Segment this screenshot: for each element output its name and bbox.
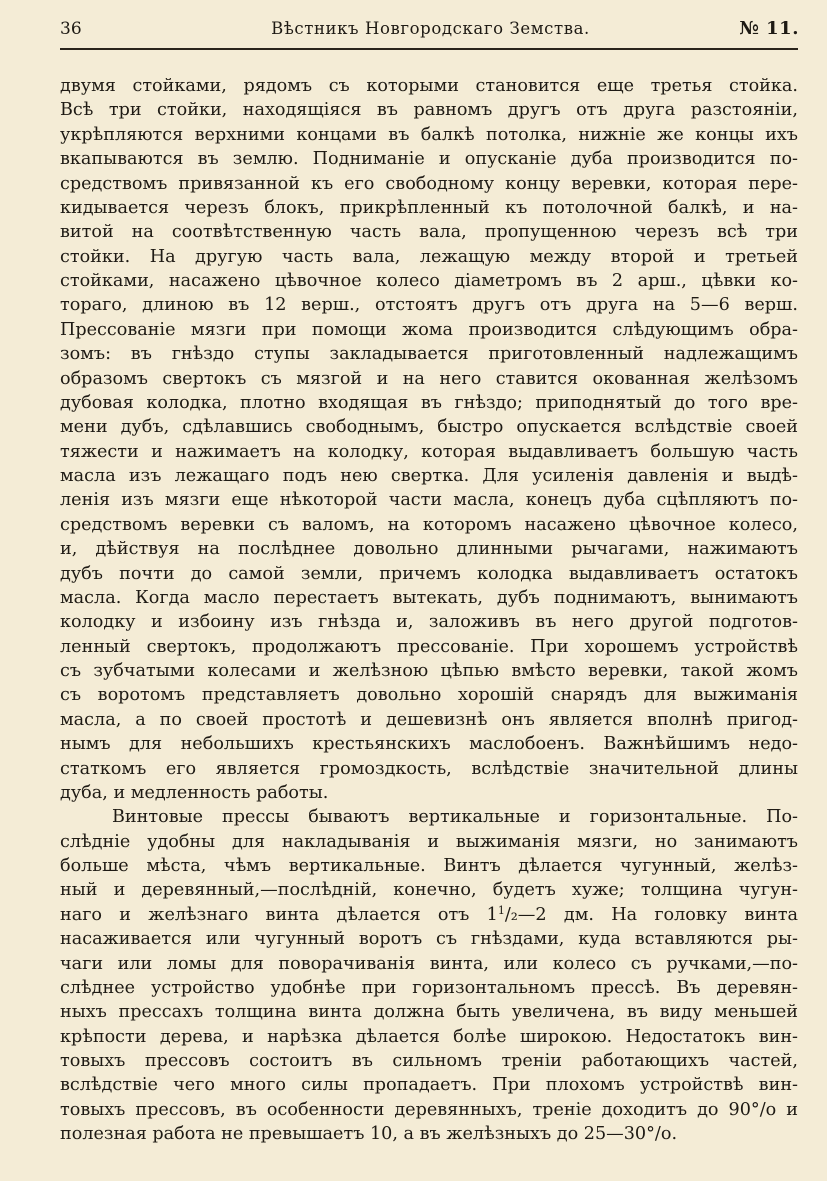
running-header	[60, 18, 799, 46]
text-line: товыхъ прессовъ состоитъ въ сильномъ треніи работающихъ частей,	[60, 1051, 798, 1071]
article-body	[60, 74, 798, 1147]
text-line: укрѣпляются верхними концами въ балкѣ потолка, нижніе же концы ихъ	[60, 124, 798, 145]
text-line: слѣдніе удобны для накладыванія и выжиманія мязги, но занимаютъ	[60, 831, 798, 852]
text-line: товыхъ прессовъ, въ особенности деревянныхъ, треніе доходитъ до 90°/о и	[60, 1099, 798, 1120]
text-line: съ зубчатыми колесами и желѣзною цѣпью вмѣсто веревки, такой жомъ	[60, 661, 798, 681]
text-line: полезная работа не превышаетъ 10, а въ желѣзныхъ до 25—30°/о.	[60, 1124, 678, 1145]
text-line: дубъ почти до самой земли, причемъ колодка выдавливаетъ остатокъ	[60, 563, 798, 584]
text-line: наго и желѣзнаго винта дѣлается отъ $1^1/_2—2$ дм. На головку винта	[60, 903, 798, 925]
header-rule	[60, 48, 798, 50]
text-line: средствомъ привязанной къ его свободному концу веревки, которая пере-	[60, 173, 798, 194]
text-line: тяжести и нажимаетъ на колодку, которая выдавливаетъ большую часть	[60, 441, 798, 462]
text-line: мени дубъ, сдѣлавшись свободнымъ, быстро опускается вслѣдствіе своей	[60, 417, 798, 438]
text-line: вкапываются въ землю. Подниманіе и опусканіе дуба производится по-	[60, 149, 798, 170]
text-line: и, дѣйствуя на послѣднее довольно длинными рычагами, нажимаютъ	[60, 539, 798, 560]
paragraph-1	[60, 74, 798, 805]
text-line: масла. Когда масло перестаетъ вытекать, дубъ поднимаютъ, вынимаютъ	[60, 587, 798, 608]
text-line: кидывается черезъ блокъ, прикрѣпленный къ потолочной балкѣ, и на-	[60, 197, 798, 218]
text-line: колодку и избоину изъ гнѣзда и, заложивъ въ него другой подготов-	[60, 612, 798, 633]
text-line: масла изъ лежащаго подъ нею свертка. Для усиленія давленія и выдѣ-	[60, 466, 798, 486]
issue-number: № 11.	[739, 18, 799, 39]
text-line: зомъ: въ гнѣздо ступы закладывается приготовленный надлежащимъ	[60, 344, 798, 365]
text-line: насаживается или чугунный воротъ съ гнѣздами, куда вставляются ры-	[60, 929, 798, 950]
text-line: Всѣ три стойки, находящіяся въ равномъ другъ отъ друга разстояніи,	[60, 100, 798, 121]
text-line: Прессованіе мязги при помощи жома производится слѣдующимъ обра-	[60, 319, 798, 340]
text-line: ныхъ прессахъ толщина винта должна быть увеличена, въ виду меньшей	[60, 1002, 798, 1023]
text-line: вслѣдствіе чего много силы пропадаетъ. При плохомъ устройствѣ вин-	[60, 1075, 798, 1096]
text-line: статкомъ его является громоздкость, вслѣдствіе значительной длины	[60, 758, 798, 779]
text-line: витой на соотвѣтственную часть вала, пропущенною черезъ всѣ три	[60, 222, 798, 243]
page-number: 36	[60, 19, 82, 39]
text-line: средствомъ веревки съ валомъ, на которомъ насажено цѣвочное колесо,	[60, 514, 798, 535]
text-line: стойками, насажено цѣвочное колесо діаметромъ въ 2 арш., цѣвки ко-	[60, 271, 798, 291]
text-line: образомъ свертокъ съ мязгой и на него ставится окованная желѣзомъ	[60, 368, 798, 389]
text-line: Винтовые прессы бываютъ вертикальные и горизонтальные. По-	[112, 807, 798, 828]
text-line: дуба, и медленность работы.	[60, 782, 329, 803]
text-line: масла, а по своей простотѣ и дешевизнѣ онъ является вполнѣ пригод-	[60, 709, 798, 730]
text-line: съ воротомъ представляетъ довольно хорошій снарядъ для выжиманія	[60, 685, 798, 706]
text-line: больше мѣста, чѣмъ вертикальные. Винтъ дѣлается чугунный, желѣз-	[60, 856, 798, 876]
paragraph-2	[60, 805, 798, 1146]
text-line: двумя стойками, рядомъ съ которыми становится еще третья стойка.	[60, 76, 798, 96]
text-line: крѣпости дерева, и нарѣзка дѣлается болѣе широкою. Недостатокъ вин-	[60, 1026, 798, 1047]
text-line: нымъ для небольшихъ крестьянскихъ маслобоенъ. Важнѣйшимъ недо-	[60, 734, 798, 755]
text-line: ленный свертокъ, продолжаютъ прессованіе. При хорошемъ устройствѣ	[60, 636, 798, 657]
journal-title: Вѣстникъ Новгородскаго Земства.	[271, 19, 590, 38]
text-line: ленія изъ мязги еще нѣкоторой части масла, конецъ дуба сцѣпляютъ по-	[60, 490, 798, 511]
text-line: ный и деревянный,—послѣдній, конечно, будетъ хуже; толщина чугун-	[60, 880, 798, 901]
text-line: дубовая колодка, плотно входящая въ гнѣздо; приподнятый до того вре-	[60, 392, 798, 413]
text-line: стойки. На другую часть вала, лежащую между второй и третьей	[60, 246, 798, 267]
text-line: чаги или ломы для поворачиванія винта, или колесо съ ручками,—по-	[60, 953, 798, 974]
text-line: тораго, длиною въ 12 верш., отстоятъ другъ отъ друга на 5—6 верш.	[60, 295, 798, 316]
text-line: слѣднее устройство удобнѣе при горизонтальномъ прессѣ. Въ деревян-	[60, 977, 798, 998]
